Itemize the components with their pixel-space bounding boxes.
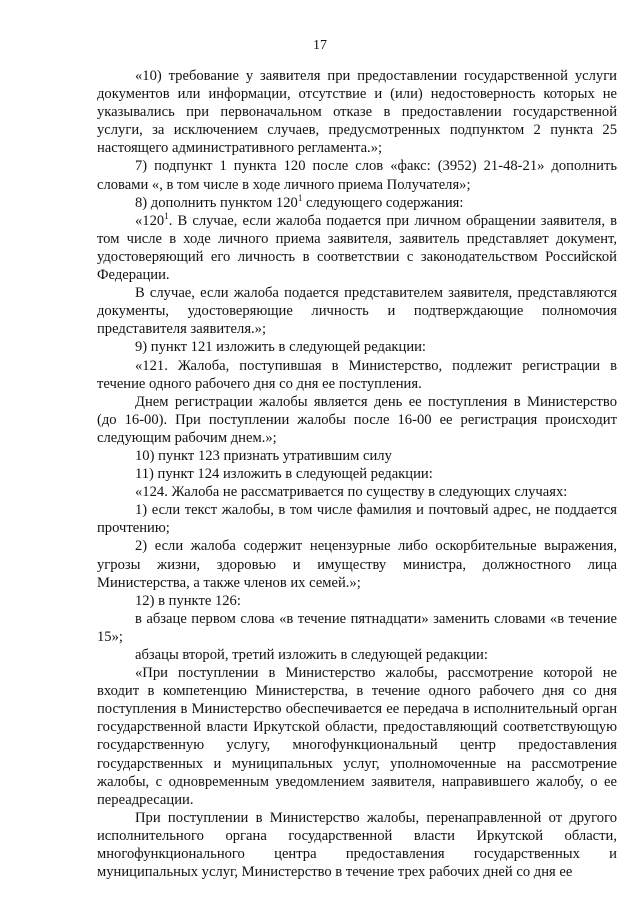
paragraph: «121. Жалоба, поступившая в Министерство, подлежит регистрации в течение одного рабочего дня со дня ее поступления. — [97, 357, 617, 392]
paragraph: «124. Жалоба не рассматривается по существу в следующих случаях: — [135, 484, 568, 501]
paragraph: При поступлении в Министерство жалобы, перенаправленной от другого исполнительного органа государственной власти Иркутской области, многофункционального центра предоставления государственных и муниципальных услуг, Министерство в течение трех рабочих дней со дня ее — [97, 809, 617, 881]
paragraph: Днем регистрации жалобы является день ее поступления в Министерство (до 16-00). При поступлении жалобы после 16-00 ее регистрация происходит следующим рабочим днем.»; — [97, 393, 617, 446]
paragraph: в абзаце первом слова «в течение пятнадцати» заменить словами «в течение 15»; — [97, 610, 617, 645]
paragraph: абзацы второй, третий изложить в следующей редакции: — [135, 647, 488, 663]
paragraph: 11) пункт 124 изложить в следующей редакции: — [135, 466, 433, 483]
paragraph: «При поступлении в Министерство жалобы, рассмотрение которой не входит в компетенцию Министерства, в течение одного рабочего дня со дня поступления в Министерство обеспечивается ее передача в исполнительный орган государственной власти Иркутской области, предоставляющий соответствующую государственную услугу, многофункциональный центр предоставления государственных и муниципальных услуг, уполномоченные на рассмотрение жалобы, с одновременным уведомлением заявителя, направившего жалобу, о ее переадресации. — [97, 665, 617, 808]
paragraph: 9) пункт 121 изложить в следующей редакции: — [135, 339, 426, 356]
paragraph: 8) дополнить пунктом $120^1$ следующего содержания: — [135, 192, 464, 211]
paragraph: 10) пункт 123 признать утратившим силу — [135, 447, 392, 464]
page-number: 17 — [313, 38, 327, 53]
paragraph: 2) если жалоба содержит нецензурные либо оскорбительные выражения, угрозы жизни, здоровью и имуществу министра, должностного лица Министерства, а также членов их семей.»; — [97, 538, 617, 591]
paragraph: В случае, если жалоба подается представителем заявителя, представляются документы, удостоверяющие личность и подтверждающие полномочия представителя заявителя.»; — [97, 285, 617, 338]
paragraph: «$120^1$. В случае, если жалоба подается при личном обращении заявителя, в том числе в ходе личного приема заявителя, заявитель представляет документ, удостоверяющий его личность в соответствии с законодательством Российской Федерации. — [97, 210, 617, 284]
paragraph: 12) в пункте 126: — [135, 592, 241, 609]
paragraph: «10) требование у заявителя при предоставлении государственной услуги документов или информации, отсутствие и (или) недостоверность которых не указывались при первоначальном отказе в предоставлении государственной услуги, за исключением случаев, предусмотренных подпунктом 2 пункта 25 настоящего административного регламента.»; — [97, 68, 617, 157]
document-body — [97, 67, 617, 881]
paragraph: 1) если текст жалобы, в том числе фамилия и почтовый адрес, не поддается прочтению; — [97, 502, 617, 537]
paragraph: 7) подпункт 1 пункта 120 после слов «факс: (3952) 21-48-21» дополнить словами «, в том числе в ходе личного приема Получателя»; — [97, 158, 617, 193]
